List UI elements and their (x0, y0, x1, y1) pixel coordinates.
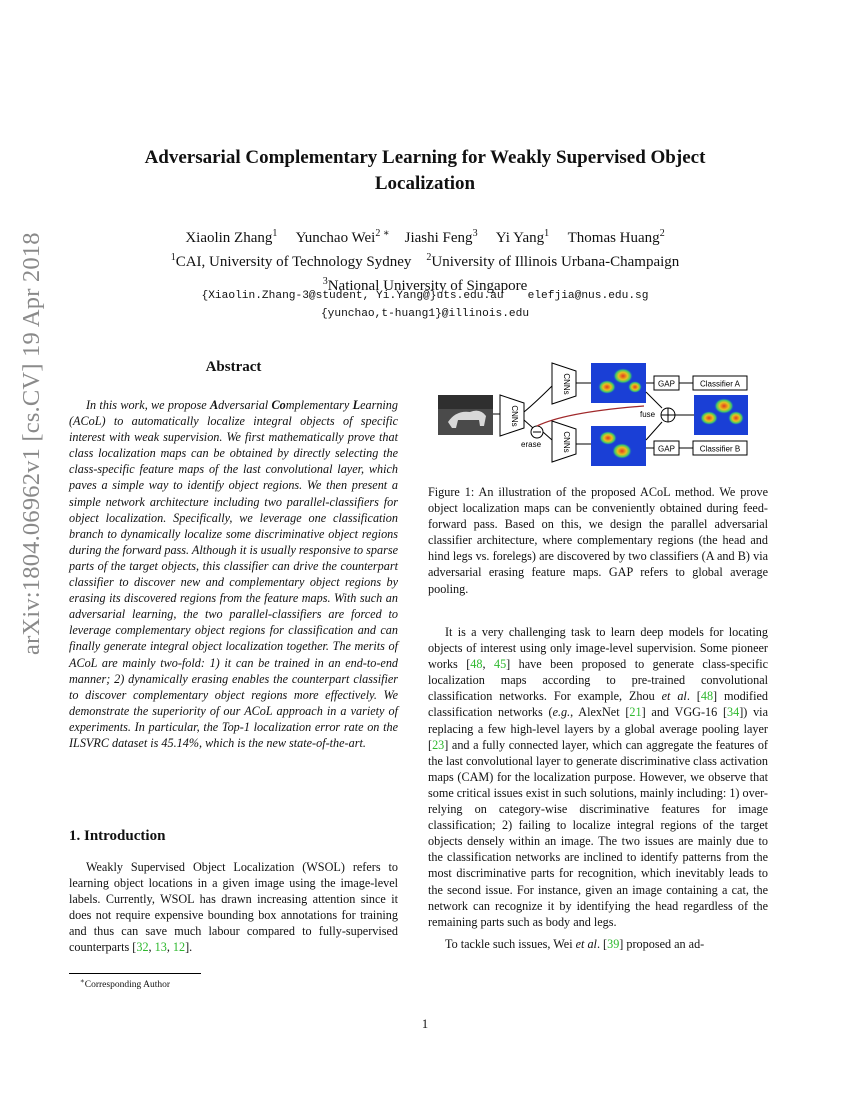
text-run: ] proposed an ad- (619, 936, 705, 951)
citation-link[interactable]: 23 (432, 737, 445, 752)
citation-link[interactable]: 13 (154, 940, 167, 955)
author-name: Jiashi Feng (404, 230, 473, 246)
figure-diagram (436, 356, 756, 476)
arrow (646, 422, 662, 440)
text-run: To tackle such issues, Wei (445, 936, 576, 951)
abstract-lead: In this work, we propose (86, 398, 210, 412)
text-run: . [ (596, 936, 608, 951)
cnn-label: CNNs (562, 373, 571, 395)
et-al: et al (575, 936, 597, 951)
intro-paragraph: Weakly Supervised Object Localization (WSOL) refers to learning object locations in a given image using the image-level labels. Currently, WSOL has drawn increasing attention since it does not require expensive bounding box annotations for training and thus can save much labour compared to fully-supervised counterparts [ (69, 860, 398, 955)
affiliation-line (80, 248, 770, 272)
fuse-label: fuse (640, 410, 656, 419)
abstract-mplementary: mplementary (285, 398, 350, 412)
page-number: 1 (421, 1017, 429, 1031)
affil-mark: 2 (426, 252, 432, 263)
abstract-heading: Abstract (205, 359, 262, 375)
email-block (80, 287, 770, 323)
citation-link[interactable]: 39 (607, 936, 620, 951)
affil-mark: 2 (659, 228, 665, 239)
intro-text: Weakly Supervised Object Localization (WSOL) refers to learning object locations in a given image using the image-level labels. Currently, WSOL has drawn increasing attention since it does not require expensive bounding box annotations for training and thus can save much labour compared to fully-supervised counterparts [32, 13, 12]. (69, 860, 398, 955)
text-run: ] and a fully connected layer, which can aggregate the features of the last convolutional layer to generate discriminative class activation maps (CAM) for the localization purpose. However, we observe that some critical issues exist in such solutions, mainly including: 1) over-relying on category-wise discriminative features for image classification; 2) failing to localize integral regions of the target objects densely within an image. The two issues are mainly due to the classification networks are inclined to identify patterns from the most discriminative parts for recognition, which inevitably leads to the second issue. For instance, given an image containing a cat, the network can recognize it by identifying the head regardless of the remaining parts such as body and legs. (428, 737, 768, 929)
arrow (543, 432, 552, 440)
affiliation: National University of Singapore (327, 278, 528, 294)
classifier-b-label: Classifier B (699, 444, 741, 454)
author-list (80, 224, 770, 248)
paper-title (100, 145, 750, 197)
footnote-text: Corresponding Author (84, 980, 170, 991)
gap-label-a: GAP (658, 379, 675, 389)
author-block (80, 224, 770, 296)
title-line-2: Localization (374, 173, 476, 194)
email-nus: elefjia@nus.edu.sg (527, 290, 649, 302)
citation-link[interactable]: 45 (493, 657, 507, 672)
text-run: , AlexNet [ (570, 705, 630, 720)
citation-link[interactable]: 32 (136, 940, 149, 955)
arrow (524, 386, 552, 412)
arrow (524, 420, 533, 428)
text-run: It is a very challenging task to learn deep models for locating objects of interest using only image-level supervision. Some pioneer works [ (428, 625, 768, 672)
text-run: . [ (686, 689, 701, 704)
citation-link[interactable]: 34 (727, 705, 740, 720)
intro-right-column: It is a very challenging task to learn deep models for locating objects of interest using only image-level supervision. Some pioneer works [48, 45] have been proposed to generate class-specific localization maps according to pre-trained convolutional classification networks. For example, Zhou et al. [48] modified classification networks (e.g., AlexNet [21] and VGG-16 [34]) via replacing a few high-level layers by a global average pooling layer [23] and a fully connected layer, which can aggregate the features of the last convolutional layer to generate discriminative class activation maps (CAM) for the localization purpose. However, we observe that some critical issues exist in such solutions, mainly including: 1) over-relying on category-wise discriminative features for image classification; 2) failing to localize integral regions of the target objects densely within an image. The two issues are mainly due to the classification networks are inclined to identify patterns from the most discriminative parts for recognition, which inevitably leads to the second issue. For instance, given an image containing a cat, the network can recognize it by identifying the head regardless of the remaining parts such as body and legs. To tackle such issues, Wei et al. [39] proposed an ad- (428, 625, 769, 951)
abstract-body: earning (ACoL) to automatically localize integral objects of specific interest with weak supervision. We first mathematically prove that class localization maps can be obtained by directly selecting the class-specific feature maps of the last convolutional layer, which paves a simple way to identify object regions. We then present a simple network architecture including two parallel-classifiers for object localization. Specifically, we leverage one classification branch to dynamically localize some discriminative object regions during the forward pass. Although it is usually responsive to sparse parts of the target objects, this classifier can drive the counterpart classifier to discover new and complementary object regions by erasing its discovered regions from the feature maps. With such an adversarial learning, the two parallel-classifiers are forced to leverage complementary object regions for classification and can finally generate integral object localization together. The merits of ACoL are mainly two-fold: 1) it can be trained in an end-to-end manner; 2) dynamically erasing enables the counterpart classifier to discover complementary object regions more effectively. We demonstrate the superiority of our ACoL approach in a variety of experiments. In particular, the Top-1 localization error rate on the ILSVRC dataset is 45.14%, which is the new state-of-the-art. (69, 398, 398, 750)
text-run: ]) via replacing a few high-level layers by a global average pooling layer [ (428, 705, 768, 752)
affil-mark: 1 (544, 228, 550, 239)
et-al: et al (661, 689, 687, 704)
footnote-rule (69, 973, 201, 974)
author-name: Xiaolin Zhang (185, 230, 273, 246)
arrow (646, 392, 662, 408)
affil-mark: 1 (272, 228, 278, 239)
heatmap-b (591, 426, 646, 466)
email-illinois: {yunchao,t-huang1}@illinois.edu (320, 308, 530, 320)
abstract-co: Co (271, 398, 286, 412)
citation-link[interactable]: 21 (629, 705, 642, 720)
erase-label: erase (521, 440, 542, 449)
footnote (80, 977, 170, 990)
abstract-l: L (352, 398, 361, 412)
affil-mark: 2 ∗ (375, 228, 390, 239)
citation-link[interactable]: 48 (700, 689, 714, 704)
heatmap-fused (694, 395, 748, 435)
heatmap-a (591, 363, 646, 403)
abstract-a: A (209, 398, 219, 412)
cnn-label: CNNs (510, 405, 519, 427)
text-run: ] and VGG-16 [ (641, 705, 728, 720)
eg: e.g. (552, 705, 571, 720)
cnn-label: CNNs (562, 431, 571, 453)
citation-link[interactable]: 12 (172, 940, 186, 955)
abstract-dversarial: dversarial (218, 398, 272, 412)
affil-mark: 3 (472, 228, 478, 239)
gap-label-b: GAP (658, 444, 675, 454)
input-image (438, 395, 493, 435)
footnote-mark: ∗ (80, 977, 85, 985)
arxiv-stamp: arXiv:1804.06962v1 [cs.CV] 19 Apr 2018 (18, 232, 45, 655)
text-run: ] modified classification networks ( (428, 689, 769, 720)
affiliation: University of Illinois Urbana-Champaign (431, 254, 680, 270)
figure-1 (436, 356, 756, 481)
abstract-text (69, 397, 398, 751)
figure-caption: Figure 1: An illustration of the proposed ACoL method. We prove object localization maps can be conveniently obtained during feed-forward pass. Based on this, we design the parallel adversarial classifier architecture, where complementary regions (the head and hind legs vs. forelegs) are discovered by two classifiers (A and B) via adversarial erasing feature maps. GAP refers to global average pooling. (428, 485, 768, 596)
email-uts: {Xiaolin.Zhang-3@student, Yi.Yang@}uts.edu.au (201, 290, 504, 302)
author-name: Yi Yang (495, 230, 545, 246)
classifier-a-label: Classifier A (699, 379, 741, 389)
title-line-1: Adversarial Complementary Learning for Weakly Supervised Object (144, 147, 706, 168)
author-name: Yunchao Wei (295, 230, 376, 246)
affil-mark: 1 (170, 252, 176, 263)
affiliation: CAI, University of Technology Sydney (175, 254, 412, 270)
author-name: Thomas Huang (567, 230, 660, 246)
citation-link[interactable]: 48 (470, 657, 483, 672)
text-run: ] have been proposed to generate class-specific localization maps according to pre-trained convolutional classification networks. For example, Zhou (428, 657, 768, 704)
affil-mark: 3 (322, 276, 328, 287)
intro-heading: 1. Introduction (69, 828, 166, 844)
